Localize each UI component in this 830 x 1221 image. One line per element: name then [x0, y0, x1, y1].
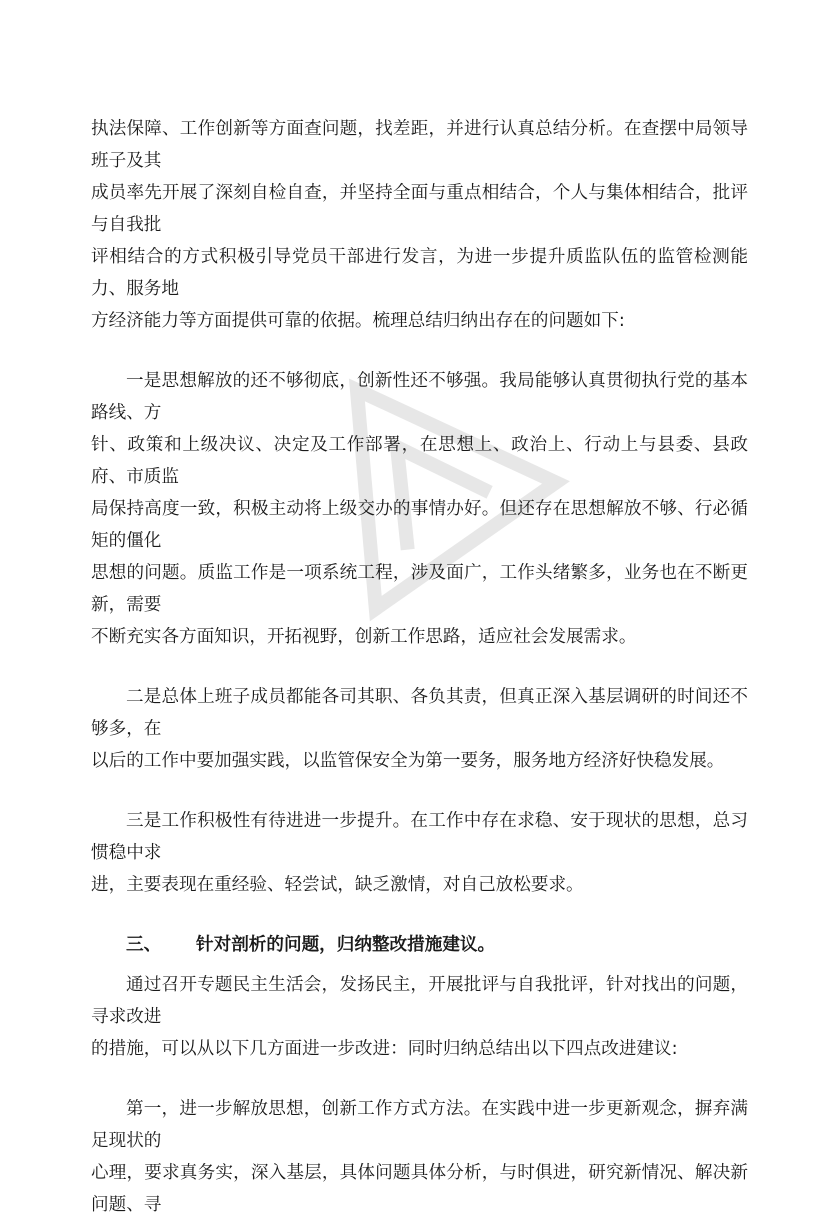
- text-line: 心理，要求真务实，深入基层，具体问题具体分析，与时俱进，研究新情况、解决新问题、寻: [91, 1163, 748, 1215]
- text-line: 的措施，可以从以下几方面进一步改进：同时归纳总结出以下四点改进建议:: [91, 1039, 678, 1059]
- text-line: 方经济能力等方面提供可靠的依据。梳理总结归纳出存在的问题如下:: [91, 311, 625, 331]
- text-line: 针、政策和上级决议、决定及工作部署，在思想上、政治上、行动上与县委、县政府、市质监: [91, 435, 748, 487]
- section-number: 三、: [126, 935, 162, 955]
- text-line: 第一，进一步解放思想，创新工作方式方法。在实践中进一步更新观念，摒弃满足现状的: [91, 1099, 748, 1151]
- paragraph-spacer: [91, 777, 748, 805]
- paragraph-suggest-intro: [91, 969, 748, 1065]
- document-page: [91, 113, 748, 1221]
- paragraph-intro: [91, 113, 748, 337]
- text-line: 评相结合的方式积极引导党员干部进行发言，为进一步提升质监队伍的监管检测能力、服务地: [91, 247, 748, 299]
- text-line: 不断充实各方面知识，开拓视野，创新工作思路，适应社会发展需求。: [91, 627, 637, 647]
- text-line: 局保持高度一致，积极主动将上级交办的事情办好。但还存在思想解放不够、行必循矩的僵化: [91, 499, 748, 551]
- section-heading: [91, 929, 748, 961]
- text-line: 以后的工作中要加强实践，以监管保安全为第一要务，服务地方经济好快稳发展。: [91, 751, 725, 771]
- paragraph-problem-1: [91, 365, 748, 653]
- text-line: 思想的问题。质监工作是一项系统工程，涉及面广，工作头绪繁多，业务也在不断更新，需要: [91, 563, 748, 615]
- text-line: 通过召开专题民主生活会，发扬民主，开展批评与自我批评，针对找出的问题，寻求改进: [91, 975, 748, 1027]
- paragraph-suggest-1: [91, 1093, 748, 1221]
- text-line: 进，主要表现在重经验、轻尝试，缺乏激情，对自己放松要求。: [91, 875, 584, 895]
- paragraph-problem-3: [91, 805, 748, 901]
- paragraph-spacer: [91, 337, 748, 365]
- text-line: 二是总体上班子成员都能各司其职、各负其责，但真正深入基层调研的时间还不够多，在: [91, 687, 748, 739]
- text-line: 成员率先开展了深刻自检自查，并坚持全面与重点相结合，个人与集体相结合，批评与自我批: [91, 183, 748, 235]
- text-line: 一是思想解放的还不够彻底，创新性还不够强。我局能够认真贯彻执行党的基本路线、方: [91, 371, 748, 423]
- paragraph-spacer: [91, 1065, 748, 1093]
- text-line: 三是工作积极性有待进进一步提升。在工作中存在求稳、安于现状的思想，总习惯稳中求: [91, 811, 748, 863]
- paragraph-problem-2: [91, 681, 748, 777]
- paragraph-spacer: [91, 653, 748, 681]
- paragraph-spacer: [91, 901, 748, 929]
- section-title: 针对剖析的问题，归纳整改措施建议。: [196, 935, 496, 955]
- text-line: 执法保障、工作创新等方面查问题，找差距，并进行认真总结分析。在查摆中局领导班子及其: [91, 119, 748, 171]
- paragraph-spacer: [91, 961, 748, 969]
